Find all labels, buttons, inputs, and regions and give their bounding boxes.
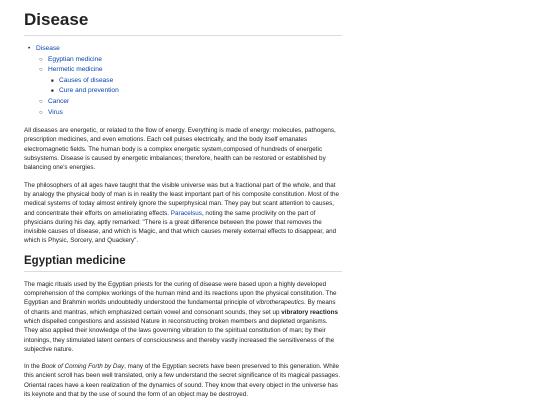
egyptian-p1-strong: vibratory reactions <box>281 308 338 316</box>
intro-paragraph-1: All diseases are energetic, or related to the flow of energy. Everything is made of energy: molecules, pathogens, prescription medicines, and even emotions. Each cell pulses electrically, and the body itself emanates electromagnetic fields. The human body is a complex energetic system,composed of hundreds of energetic subsystems. Disease is caused by energetic imbalances; therefore, health can be restored or established by balancing one's energies. <box>24 127 336 172</box>
egyptian-p1-text-b: . By means of chants and mantras, which emphasized certain vowel and consonant sounds, they set up <box>24 299 336 316</box>
toc-item-virus <box>48 108 342 119</box>
egyptian-p2-text-a: In the <box>24 363 42 371</box>
toc-link-cure-and-prevention[interactable]: Cure and prevention <box>59 87 119 95</box>
egyptian-paragraph-2 <box>24 362 342 399</box>
toc-item-hermetic <box>48 65 342 97</box>
egyptian-paragraph-1 <box>24 280 342 354</box>
section-heading-egyptian-medicine: Egyptian medicine <box>24 255 342 272</box>
toc-link-causes-of-disease[interactable]: Causes of disease <box>59 76 114 84</box>
egyptian-p1-emphasis: vibrotherapeutics <box>256 299 305 307</box>
toc-link-cancer[interactable]: Cancer <box>48 97 70 105</box>
toc-link-virus[interactable]: Virus <box>48 108 63 116</box>
paracelsus-link[interactable]: Paracelsus <box>170 209 202 217</box>
egyptian-p1-text-a: The magic rituals used by the Egyptian priests for the curing of disease were based upon a highly developed comprehension of the complex workings of the human mind and its reactions upon the physical constitution. The Egyptian and Brahmin worlds undoubtedly understood the fundamental principle of <box>24 280 337 307</box>
toc-link-disease[interactable]: Disease <box>36 45 60 52</box>
intro-p2-text-a: The philosophers of all ages have taught that the visible universe was but a fractional part of the whole, and that by analogy the physical body of man is in reality the least important part of his composite constitution. Most of the medical systems of today almost entirely ignore the superphysical man. They pay but scant attention to causes, and concentrate their efforts on ameliorating effects. <box>24 181 340 217</box>
toc-item-cancer <box>48 97 342 108</box>
table-of-contents <box>24 44 342 118</box>
egyptian-p2-emphasis: Book of Coming Forth by Day <box>41 363 125 371</box>
toc-item-causes <box>59 76 342 87</box>
intro-p2-text-b: , noting the same proclivity on the part of physicians during his day, aptly remarked: "There is a great difference between the power that removes the invisible causes of disease, and which is Magic, and that which causes merely external effects to disappear, and which is Physic, Sorcery, and Quackery". <box>24 209 337 245</box>
egyptian-p2-text-b: , many of the Egyptian secrets have been preserved to this generation. While this ancient scroll has been well translated, only a few understand the secret significance of its magical passages. Oriental races have a keen realization of the dynamics of sound. They know that every object in the universe has its keynote and that by the use of sound the form of an object may be destroyed. <box>24 363 341 398</box>
toc-item-egyptian <box>48 55 342 66</box>
article <box>24 0 342 399</box>
toc-link-hermetic-medicine[interactable]: Hermetic medicine <box>48 66 103 74</box>
intro-paragraph-2 <box>24 181 342 246</box>
egyptian-p1-text-c: which dispelled congestions and assisted Nature in reconstructing broken members and depleted organisms. They also applied their knowledge of the laws governing vibration to the spiritual constitution of man; by their intonings, they stimulated latent centers of consciousness and thereby vastly increased the sensitiveness of the subjective nature. <box>24 317 335 353</box>
toc-link-egyptian-medicine[interactable]: Egyptian medicine <box>48 55 102 63</box>
page-title: Disease <box>24 10 342 36</box>
toc-item-disease <box>36 44 342 118</box>
toc-item-cure <box>59 86 342 97</box>
